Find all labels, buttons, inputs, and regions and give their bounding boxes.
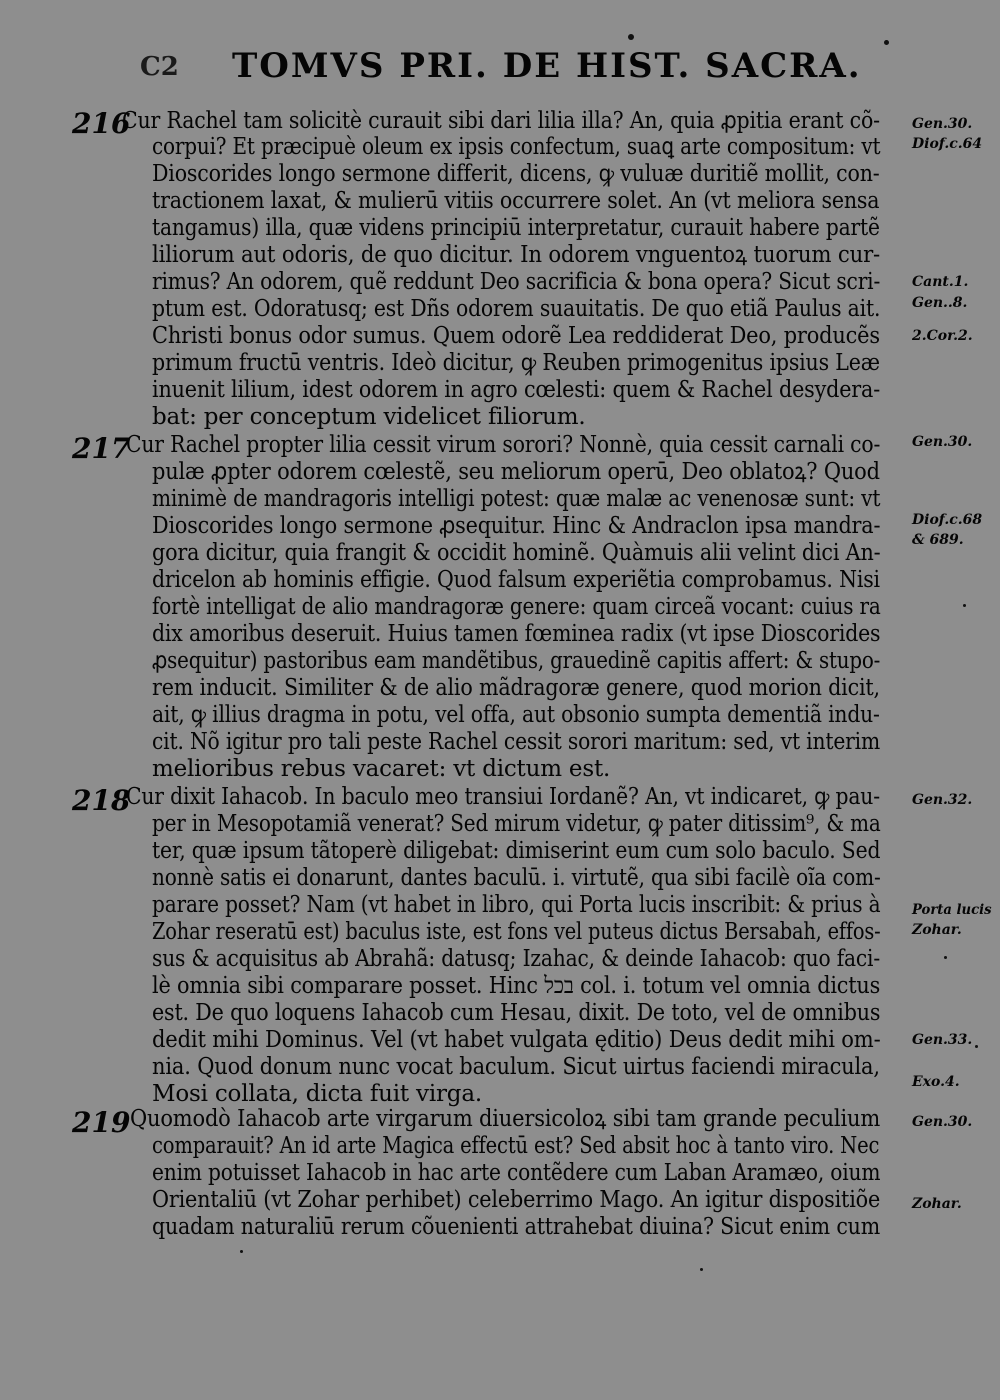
text-line: ptum est. Odoratusq; est Dñs odorem suauitatis. De quo etiã Paulus ait. bbox=[152, 296, 881, 322]
text-line: Dioscorides longo sermone ꝓsequitur. Hinc & Andraclon ipsa mandra- bbox=[152, 513, 881, 539]
question-number: 219 bbox=[72, 1106, 131, 1139]
text-line: liliorum aut odoris, de quo dicitur. In odorem vnguentoꝝ tuorum cur- bbox=[152, 242, 881, 268]
text-line: dix amoribus deseruit. Huius tamen fœminea radix (vt ipse Dioscorides bbox=[152, 621, 881, 647]
ink-speck bbox=[884, 40, 889, 45]
text-line: est. De quo loquens Iahacob cum Hesau, dixit. De toto, vel de omnibus bbox=[152, 1000, 881, 1026]
text-line: minimè de mandragoris intelligi potest: quæ malæ ac venenosæ sunt: vt bbox=[152, 486, 881, 512]
text-line: pulæ ꝓpter odorem cœlestẽ, seu meliorum operū, Deo oblatoꝝ? Quod bbox=[152, 459, 880, 485]
ink-speck bbox=[944, 956, 947, 959]
text-line: Cur Rachel tam solicitè curauit sibi dari lilia illa? An, quia ꝓpitia erant cõ- bbox=[122, 108, 880, 134]
text-line: tangamus) illa, quæ videns principiū interpretatur, curauit habere partẽ bbox=[152, 215, 880, 241]
margin-reference: 2.Cor.2. bbox=[912, 328, 973, 344]
text-line: comparauit? An id arte Magica effectū est? Sed absit hoc à tanto viro. Nec bbox=[152, 1133, 880, 1159]
margin-reference: Zohar. bbox=[912, 922, 962, 938]
ink-speck bbox=[963, 604, 966, 607]
text-line: cit. Nõ igitur pro tali peste Rachel cessit sorori maritum: sed, vt interim bbox=[152, 729, 880, 755]
margin-reference: Gen.30. bbox=[912, 434, 973, 450]
margin-reference: Exo.4. bbox=[912, 1074, 960, 1090]
margin-reference: & 689. bbox=[912, 532, 964, 548]
text-line: Cur Rachel propter lilia cessit virum sorori? Nonnè, quia cessit carnali co- bbox=[126, 432, 881, 458]
text-line: Christi bonus odor sumus. Quem odorẽ Lea reddiderat Deo, producẽs bbox=[152, 323, 880, 349]
text-line: ꝓsequitur) pastoribus eam mandẽtibus, grauedinẽ capitis affert: & stupo- bbox=[152, 648, 881, 674]
text-line: tractionem laxat, & mulierū vitiis occurrere solet. An (vt meliora sensa bbox=[152, 188, 880, 214]
text-line: lè omnia sibi comparare posset. Hinc בכל col. i. totum vel omnia dictus bbox=[152, 973, 881, 999]
text-line: corpui? Et præcipuè oleum ex ipsis confectum, suaꝗ arte compositum: vt bbox=[152, 134, 881, 160]
ink-speck bbox=[975, 1045, 978, 1048]
text-line: gora dicitur, quia frangit & occidit hominẽ. Quàmuis alii velint dici An- bbox=[152, 540, 881, 566]
margin-reference: Gen.33. bbox=[912, 1032, 973, 1048]
text-line: Cur dixit Iahacob. In baculo meo transiui Iordanẽ? An, vt indicaret, ꝙ pau- bbox=[126, 784, 880, 810]
margin-reference: Gen.30. bbox=[912, 1114, 973, 1130]
text-line: ait, ꝙ illius dragma in potu, vel offa, aut obsonio sumpta dementiã indu- bbox=[152, 702, 880, 728]
text-line: Dioscorides longo sermone differit, dicens, ꝙ vuluæ duritiẽ mollit, con- bbox=[152, 161, 880, 187]
text-line: Quomodò Iahacob arte virgarum diuersicoloꝝ sibi tam grande peculium bbox=[130, 1106, 881, 1132]
text-line: bat: per conceptum videlicet filiorum. bbox=[152, 404, 586, 430]
text-line: Zohar reseratū est) baculus iste, est fons vel puteus dictus Bersabah, effos- bbox=[152, 919, 881, 945]
text-line: Mosi collata, dicta fuit virga. bbox=[152, 1081, 482, 1107]
text-line: dedit mihi Dominus. Vel (vt habet vulgata ęditio) Deus dedit mihi om- bbox=[152, 1027, 881, 1053]
margin-reference: Porta lucis bbox=[912, 902, 992, 918]
text-line: sus & acquisitus ab Abrahã: datusq; Izahac, & deinde Iahacob: quo faci- bbox=[152, 946, 881, 972]
text-line: nia. Quod donum nunc vocat baculum. Sicut uirtus faciendi miracula, bbox=[152, 1054, 880, 1080]
text-line: melioribus rebus vacaret: vt dictum est. bbox=[152, 756, 611, 782]
margin-reference: Diof.c.68 bbox=[912, 512, 983, 528]
margin-reference: Cant.1. bbox=[912, 274, 969, 290]
text-line: dricelon ab hominis effigie. Quod falsum experiẽtia comprobamus. Nisi bbox=[152, 567, 880, 593]
margin-reference: Gen..8. bbox=[912, 295, 968, 311]
text-line: Orientaliū (vt Zohar perhibet) celeberrimo Mago. An igitur dispositiõe bbox=[152, 1187, 881, 1213]
ink-speck bbox=[240, 1250, 243, 1253]
question-number: 216 bbox=[72, 107, 131, 140]
margin-reference: Zohar. bbox=[912, 1196, 962, 1212]
text-line: per in Mesopotamiã venerat? Sed mirum videtur, ꝙ pater ditissim⁹, & ma bbox=[152, 811, 881, 837]
text-line: rimus? An odorem, quẽ reddunt Deo sacrificia & bona opera? Sicut scri- bbox=[152, 269, 881, 295]
text-line: enim potuisset Iahacob in hac arte contẽdere cum Laban Aramæo, oium bbox=[152, 1160, 881, 1186]
text-line: fortè intelligat de alio mandragoræ genere: quam circeã vocant: cuius ra bbox=[152, 594, 881, 620]
folio-mark: C2 bbox=[140, 52, 179, 82]
ink-speck bbox=[700, 1268, 703, 1271]
margin-reference: Gen.32. bbox=[912, 792, 973, 808]
text-line: primum fructū ventris. Ideò dicitur, ꝙ Reuben primogenitus ipsius Leæ bbox=[152, 350, 880, 376]
text-line: inuenit lilium, idest odorem in agro cœlesti: quem & Rachel desydera- bbox=[152, 377, 881, 403]
running-head: TOMVS PRI. DE HIST. SACRA. bbox=[232, 46, 862, 86]
text-line: quadam naturaliū rerum cõuenienti attrahebat diuina? Sicut enim cum bbox=[152, 1214, 880, 1240]
margin-reference: Diof.c.64 bbox=[912, 136, 983, 152]
question-number: 217 bbox=[72, 432, 131, 465]
text-line: ter, quæ ipsum tãtoperè diligebat: dimiserint eum cum solo baculo. Sed bbox=[152, 838, 881, 864]
question-number: 218 bbox=[72, 784, 131, 817]
text-line: nonnè satis ei donarunt, dantes baculū. i. virtutẽ, qua sibi facilè oĩa com- bbox=[152, 865, 881, 891]
ink-speck bbox=[628, 34, 634, 40]
margin-reference: Gen.30. bbox=[912, 116, 973, 132]
text-line: rem inducit. Similiter & de alio mãdragoræ genere, quod morion dicit, bbox=[152, 675, 880, 701]
text-line: parare posset? Nam (vt habet in libro, qui Porta lucis inscribit: & prius à bbox=[152, 892, 881, 918]
